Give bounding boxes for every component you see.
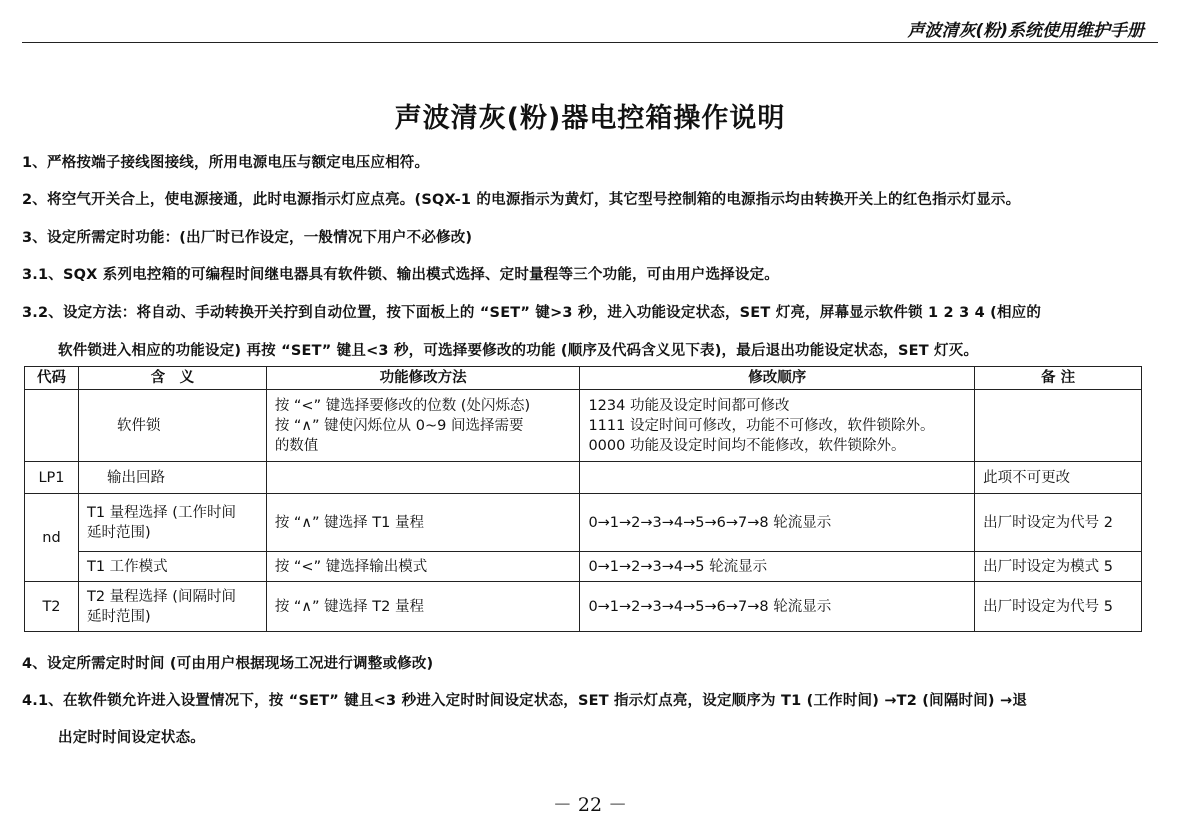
method-line: 按 “∧” 键使闪烁位从 0~9 间选择需要 bbox=[274, 417, 524, 434]
paragraph-3: 3、设定所需定时功能：(出厂时已作设定，一般情况下用户不必修改) bbox=[22, 230, 473, 246]
header-code: 代码 bbox=[25, 367, 79, 390]
header-note: 备 注 bbox=[975, 367, 1142, 390]
paragraph-4-1-line-2: 出定时时间设定状态。 bbox=[58, 730, 205, 746]
cell-meaning bbox=[78, 582, 266, 632]
cell-note: 出厂时设定为代号 5 bbox=[975, 582, 1142, 632]
cell-method bbox=[266, 462, 580, 494]
cell-meaning: 输出回路 bbox=[78, 462, 266, 494]
cell-note: 出厂时设定为代号 2 bbox=[975, 494, 1142, 552]
meaning-line: 延时范围) bbox=[86, 524, 151, 541]
cell-order bbox=[580, 462, 975, 494]
cell-method bbox=[266, 390, 580, 462]
header-order: 修改顺序 bbox=[580, 367, 975, 390]
paragraph-4-1-line-1: 4.1、在软件锁允许进入设置情况下，按 “SET” 键且<3 秒进入定时时间设定状态，SET 指示灯点亮，设定顺序为 T1 (工作时间) →T2 (间隔时间) →退 bbox=[22, 693, 1028, 709]
cell-order: 0→1→2→3→4→5→6→7→8 轮流显示 bbox=[580, 494, 975, 552]
cell-order: 0→1→2→3→4→5→6→7→8 轮流显示 bbox=[580, 582, 975, 632]
paragraph-3-2-line-2: 软件锁进入相应的功能设定) 再按 “SET” 键且<3 秒，可选择要修改的功能 (顺序及代码含义见下表)，最后退出功能设定状态，SET 灯灭。 bbox=[58, 343, 979, 359]
cell-method: 按 “<” 键选择输出模式 bbox=[266, 552, 580, 582]
table-row bbox=[25, 390, 1142, 462]
paragraph-2: 2、将空气开关合上，使电源接通，此时电源指示灯应点亮。(SQX-1 的电源指示为黄灯，其它型号控制箱的电源指示均由转换开关上的红色指示灯显示。 bbox=[22, 192, 1021, 208]
table-row bbox=[25, 552, 1142, 582]
paragraph-3-2-line-1: 3.2、设定方法：将自动、手动转换开关拧到自动位置，按下面板上的 “SET” 键>3 秒，进入功能设定状态，SET 灯亮，屏幕显示软件锁 1 2 3 4 (相应的 bbox=[22, 305, 1042, 321]
order-line: 1111 设定时间可修改，功能不可修改，软件锁除外。 bbox=[588, 417, 935, 434]
cell-code: T2 bbox=[25, 582, 79, 632]
meaning-line: T2 量程选择 (间隔时间 bbox=[86, 588, 236, 605]
cell-meaning: 软件锁 bbox=[78, 390, 266, 462]
cell-method: 按 “∧” 键选择 T1 量程 bbox=[266, 494, 580, 552]
meaning-line: T1 量程选择 (工作时间 bbox=[86, 504, 236, 521]
page-number: － 22 － bbox=[552, 794, 628, 816]
header-rule bbox=[22, 42, 1158, 43]
method-line: 的数值 bbox=[274, 437, 319, 454]
paragraph-1: 1、严格按端子接线图接线，所用电源电压与额定电压应相符。 bbox=[22, 155, 430, 171]
table-row bbox=[25, 494, 1142, 552]
meaning-line: 延时范围) bbox=[86, 608, 151, 625]
document-title: 声波清灰(粉)器电控箱操作说明 bbox=[394, 103, 786, 134]
cell-note: 此项不可更改 bbox=[975, 462, 1142, 494]
running-header-title: 声波清灰(粉)系统使用维护手册 bbox=[907, 21, 1144, 41]
method-line: 按 “<” 键选择要修改的位数 (处闪烁态) bbox=[274, 397, 531, 414]
cell-note: 出厂时设定为模式 5 bbox=[975, 552, 1142, 582]
paragraph-4: 4、设定所需定时时间 (可由用户根据现场工况进行调整或修改) bbox=[22, 656, 434, 672]
cell-code: nd bbox=[25, 494, 79, 582]
order-line: 1234 功能及设定时间都可修改 bbox=[588, 397, 790, 414]
header-method: 功能修改方法 bbox=[266, 367, 580, 390]
cell-method: 按 “∧” 键选择 T2 量程 bbox=[266, 582, 580, 632]
cell-meaning bbox=[78, 494, 266, 552]
function-settings-table bbox=[24, 366, 1142, 632]
header-meaning: 含 义 bbox=[78, 367, 266, 390]
cell-note bbox=[975, 390, 1142, 462]
cell-order: 0→1→2→3→4→5 轮流显示 bbox=[580, 552, 975, 582]
table-header-row bbox=[25, 367, 1142, 390]
cell-code bbox=[25, 390, 79, 462]
table-row bbox=[25, 462, 1142, 494]
cell-code: LP1 bbox=[25, 462, 79, 494]
cell-meaning: T1 工作模式 bbox=[78, 552, 266, 582]
table-row bbox=[25, 582, 1142, 632]
order-line: 0000 功能及设定时间均不能修改，软件锁除外。 bbox=[588, 437, 906, 454]
paragraph-3-1: 3.1、SQX 系列电控箱的可编程时间继电器具有软件锁、输出模式选择、定时量程等三个功能，可由用户选择设定。 bbox=[22, 267, 779, 283]
cell-order bbox=[580, 390, 975, 462]
